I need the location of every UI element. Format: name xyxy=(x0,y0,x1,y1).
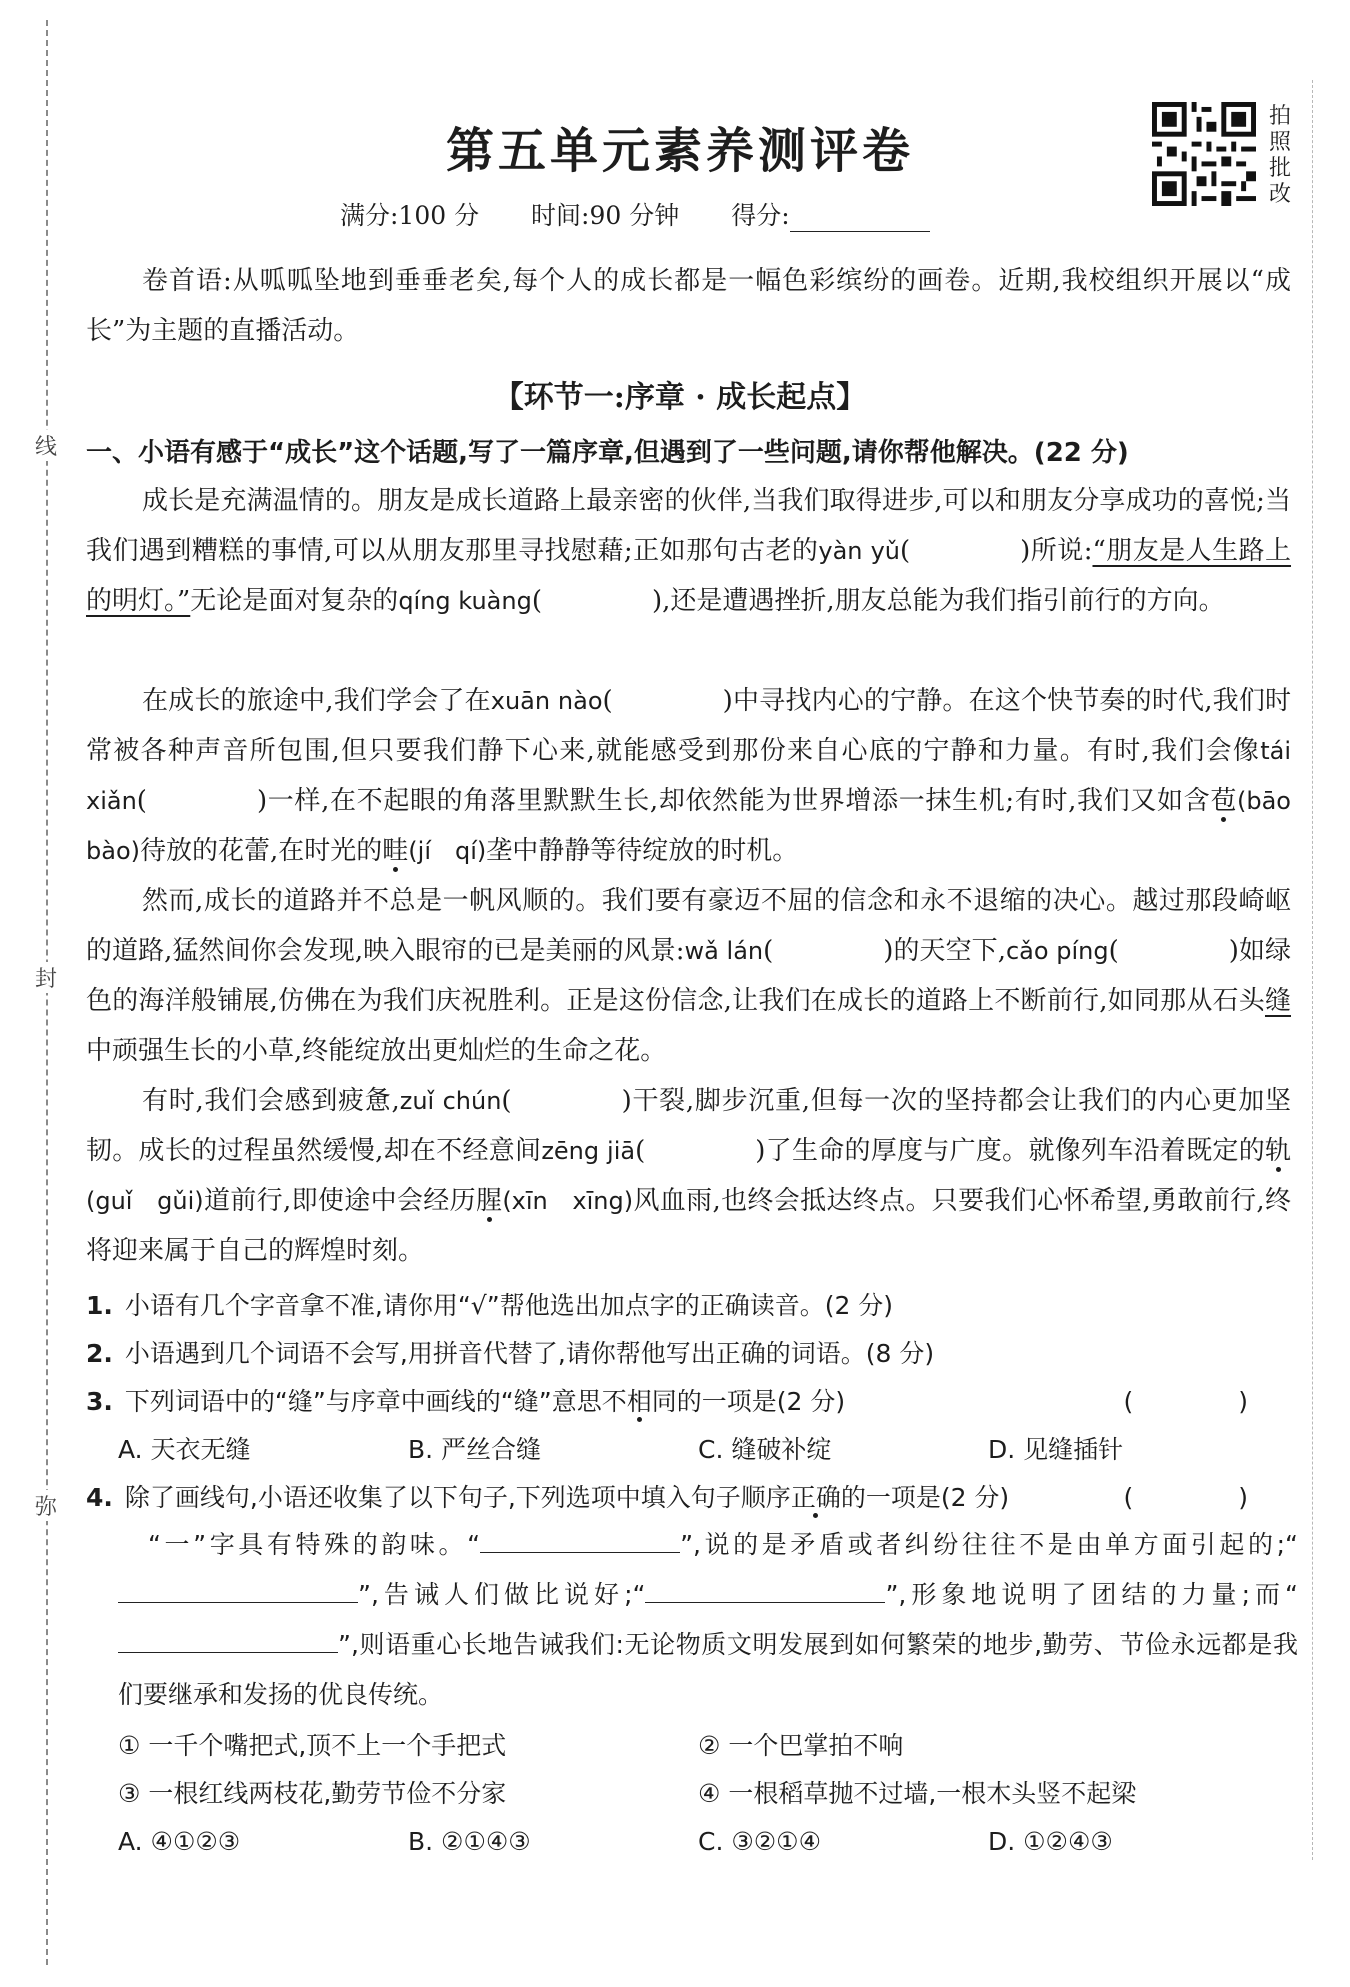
sub-question-1: 1. 小语有几个字音拿不准,请你用“√”帮他选出加点字的正确读音。(2 分) xyxy=(86,1291,894,1320)
qr-caption-char: 照 xyxy=(1268,130,1291,155)
q4-item-3: ③ 一根红线两枝花,勤劳节俭不分家 xyxy=(118,1779,507,1808)
q4-body: “一”字具有特殊的韵味。“ ”,说的是矛盾或者纠纷往往不是由单方面引起的;“”,告诫人们做比说好;“ ”,形象地说明了团结的力量;而“”,则语重心长地告诫我们:无论物质文明发展到如何繁荣的地步,勤劳、节俭永远都是我们要继承和发扬的优良传统。 xyxy=(118,1530,1298,1709)
score-blank[interactable] xyxy=(790,207,930,232)
dotted-char: 畦 xyxy=(382,836,409,866)
pinyin: cǎo píng xyxy=(1005,937,1109,965)
answer-paren[interactable]: ( ) xyxy=(1123,1483,1288,1512)
qr-caption-char: 改 xyxy=(1268,182,1291,207)
pinyin: xuān nào xyxy=(490,687,603,715)
qr-caption xyxy=(1266,104,1294,208)
right-margin-line xyxy=(1312,80,1313,1860)
answer-paren[interactable]: ( ) xyxy=(1123,1387,1288,1416)
fill-blank[interactable] xyxy=(118,1580,358,1603)
full-score: 满分:100 分 xyxy=(340,201,480,230)
option-d[interactable]: D. ①②④③ xyxy=(988,1827,1113,1856)
pinyin-choice[interactable]: (bāo bào) xyxy=(86,787,1315,865)
option-a[interactable]: A. 天衣无缝 xyxy=(118,1435,251,1464)
pinyin: tái xiǎn xyxy=(86,737,1291,815)
passage-paragraph-1: 成长是充满温情的。朋友是成长道路上最亲密的伙伴,当我们取得进步,可以和朋友分享成功的喜悦;当我们遇到糟糕的事情,可以从朋友那里寻找慰藉;正如那句古老的yàn yǔ( )所说:“朋友是人生路上的明灯。”无论是面对复杂的qíng kuàng( ),还是遭遇挫折,朋友总能为我们指引前行的方向。 xyxy=(86,486,1292,616)
option-b[interactable]: B. 严丝合缝 xyxy=(408,1435,542,1464)
time-limit: 时间:90 分钟 xyxy=(531,201,680,230)
pinyin: wǎ lán xyxy=(684,937,764,965)
dotted-char: 轨 xyxy=(1265,1136,1292,1166)
q4-item-1: ① 一千个嘴把式,顶不上一个手把式 xyxy=(118,1731,507,1760)
q4-item-4: ④ 一根稻草抛不过墙,一根木头竖不起梁 xyxy=(698,1779,1137,1808)
sub-question-4: 4. 除了画线句,小语还收集了以下句子,下列选项中填入句子顺序正确的一项是(2 分) ( ) xyxy=(86,1474,1306,1522)
pinyin: qíng kuàng xyxy=(398,587,532,615)
option-a[interactable]: A. ④①②③ xyxy=(118,1827,241,1856)
dotted-char: 苞 xyxy=(1210,786,1237,816)
binding-char-mi: 弥 xyxy=(30,1490,62,1521)
underlined-char: 缝 xyxy=(1264,986,1291,1016)
q4-item-2: ② 一个巴掌拍不响 xyxy=(698,1731,904,1760)
option-b[interactable]: B. ②①④③ xyxy=(408,1827,531,1856)
binding-char-feng: 封 xyxy=(30,962,62,993)
pinyin: zuǐ chún xyxy=(399,1087,502,1115)
section-heading: 【环节一:序章 · 成长起点】 xyxy=(493,380,867,415)
fill-blank[interactable] xyxy=(645,1580,885,1603)
pinyin: zēng jiā xyxy=(541,1137,636,1165)
passage-paragraph-4: 有时,我们会感到疲惫,zuǐ chún( )干裂,脚步沉重,但每一次的坚持都会让我们的内心更加坚韧。成长的过程虽然缓慢,却在不经意间zēng jiā( )了生命的厚度与广度。就像列车沿着既定的轨(guǐ gǔi)道前行,即使途中会经历腥(xīn xīng)风血雨,也终会抵达终点。只要我们心怀希望,勇敢前行,终将迎来属于自己的辉煌时刻。 xyxy=(86,1086,1292,1266)
qr-caption-char: 拍 xyxy=(1268,104,1291,129)
pinyin: yàn yǔ xyxy=(818,537,901,565)
dotted-char: 腥 xyxy=(475,1186,503,1216)
qr-code-icon[interactable] xyxy=(1152,102,1256,206)
pinyin-choice[interactable]: (jí qí) xyxy=(408,837,487,865)
sub-question-3: 3. 下列词语中的“缝”与序章中画线的“缝”意思不相同的一项是(2 分) ( ) xyxy=(86,1378,1306,1426)
option-c[interactable]: C. ③②①④ xyxy=(698,1827,821,1856)
intro-paragraph: 卷首语:从呱呱坠地到垂垂老矣,每个人的成长都是一幅色彩缤纷的画卷。近期,我校组织开展以“成长”为主题的直播活动。 xyxy=(86,266,1291,346)
passage-paragraph-2: 在成长的旅途中,我们学会了在xuān nào( )中寻找内心的宁静。在这个快节奏的时代,我们时常被各种声音所包围,但只要我们静下心来,就能感受到那份来自心底的宁静和力量。有时,我们会像tái xiǎn( )一样,在不起眼的角落里默默生长,却依然能为世界增添一抹生机;有时,我们又如含苞(bāo bào)待放的花蕾,在时光的畦(jí qí)垄中静静等待绽放的时机。 xyxy=(86,686,1315,866)
passage-paragraph-3: 然而,成长的道路并不总是一帆风顺的。我们要有豪迈不屈的信念和永不退缩的决心。越过那段崎岖的道路,猛然间你会发现,映入眼帘的已是美丽的风景:wǎ lán( )的天空下,cǎo píng( )如绿色的海洋般铺展,仿佛在为我们庆祝胜利。正是这份信念,让我们在成长的道路上不断前行,如同那从石头缝中顽强生长的小草,终能绽放出更灿烂的生命之花。 xyxy=(86,886,1292,1066)
option-c[interactable]: C. 缝破补绽 xyxy=(698,1435,832,1464)
sub-question-2: 2. 小语遇到几个词语不会写,用拼音代替了,请你帮他写出正确的词语。(8 分) xyxy=(86,1339,935,1368)
exam-meta xyxy=(340,196,974,232)
pinyin-choice[interactable]: (xīn xīng) xyxy=(502,1187,634,1215)
binding-char-xian: 线 xyxy=(30,430,62,461)
pinyin-choice[interactable]: (guǐ gǔi) xyxy=(86,1187,204,1215)
fill-blank[interactable] xyxy=(480,1530,680,1553)
option-d[interactable]: D. 见缝插针 xyxy=(988,1435,1124,1464)
qr-caption-char: 批 xyxy=(1268,156,1291,181)
fill-blank[interactable] xyxy=(118,1630,338,1653)
question-1-title: 一、小语有感于“成长”这个话题,写了一篇序章,但遇到了一些问题,请你帮他解决。(22 分) xyxy=(86,438,1129,468)
page-title: 第五单元素养测评卷 xyxy=(445,123,914,179)
underlined-sentence: “朋友是人生路上的明灯。” xyxy=(86,536,1292,616)
score-label: 得分: xyxy=(731,201,790,230)
